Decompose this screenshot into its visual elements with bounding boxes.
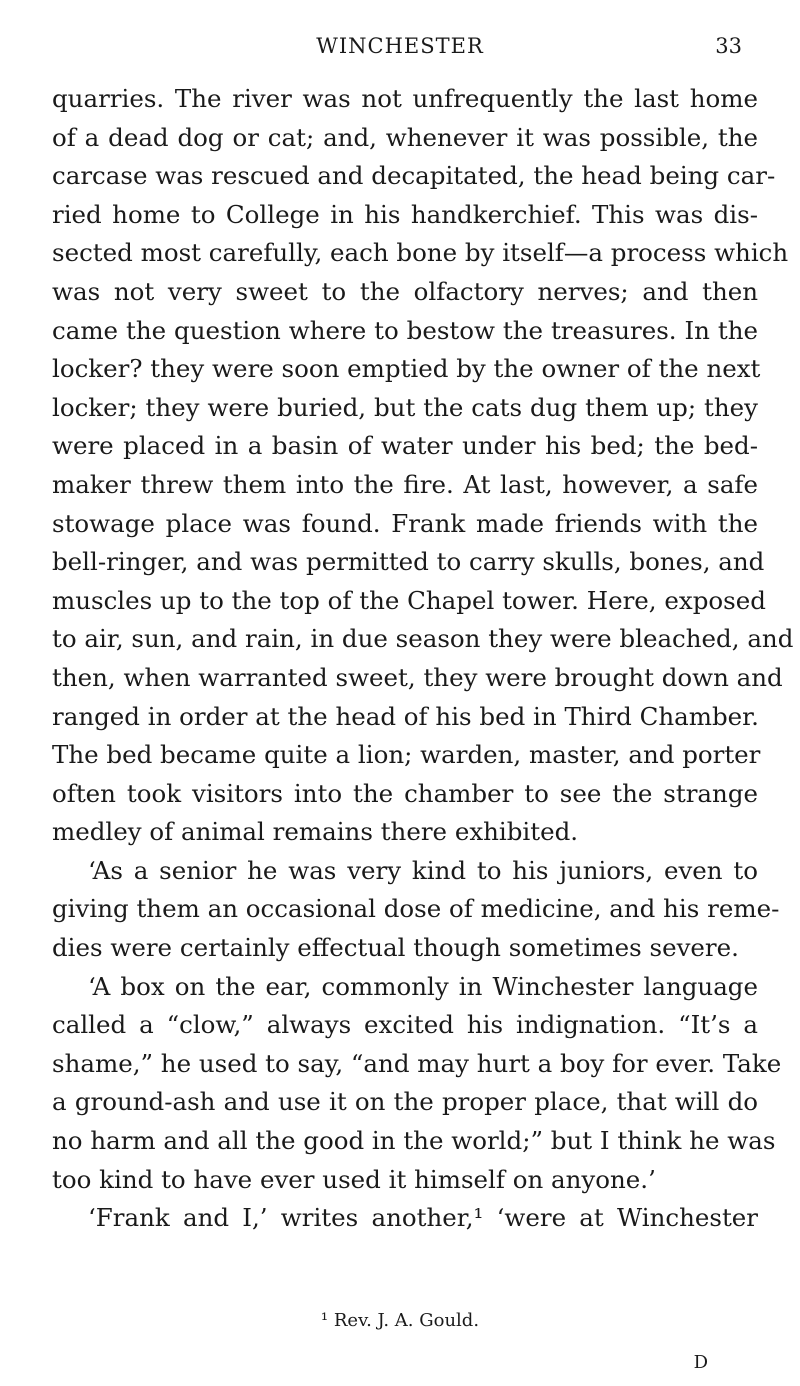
text-line: quarries. The river was not unfrequently the last home [52,84,758,113]
text-line: too kind to have ever used it himself on anyone.’ [52,1164,656,1194]
body-text [52,80,794,1238]
text-line: ‘A box on the ear, commonly in Winchester language [88,971,758,1001]
text-line: maker threw them into the fire. At last, however, a safe [52,469,758,499]
text-line: ranged in order at the head of his bed in Third Chamber. [52,701,759,731]
paragraph [52,80,794,852]
text-line: medley of animal remains there exhibited. [52,817,579,847]
paragraph [52,852,780,968]
text-line: a ground-ash and use it on the proper place, that will do [52,1087,758,1117]
signature-mark: D [693,1352,708,1373]
text-line: of a dead dog or cat; and, whenever it was possible, the [52,122,758,152]
text-line: locker? they were soon emptied by the owner of the next [52,354,761,384]
paragraph [52,968,782,1200]
text-line: to air, sun, and rain, in due season they were bleached, and [52,624,794,654]
text-line: stowage place was found. Frank made friends with the [52,508,758,538]
text-line: ried home to College in his handkerchief. This was dis- [52,199,758,229]
text-line: giving them an occasional dose of medicine, and his reme- [52,894,780,924]
text-line: ‘As a senior he was very kind to his juniors, even to [88,855,758,885]
running-head [0,34,800,64]
footnote: ¹ Rev. J. A. Gould. [320,1310,480,1331]
text-line: carcase was rescued and decapitated, the head being car- [52,161,776,191]
paragraph [52,1199,758,1238]
running-title: WINCHESTER [316,34,484,58]
text-line: were placed in a basin of water under his bed; the bed- [52,431,758,461]
text-line: shame,” he used to say, “and may hurt a boy for ever. Take [52,1048,782,1078]
text-line: ‘Frank and I,’ writes another,¹ ‘were at Winchester [88,1203,758,1233]
text-line: called a “clow,” always excited his indignation. “It’s a [52,1010,758,1040]
text-line: then, when warranted sweet, they were brought down and [52,662,783,692]
text-line: sected most carefully, each bone by itself—a process which [52,238,789,268]
text-line: The bed became quite a lion; warden, master, and porter [52,740,761,770]
text-line: came the question where to bestow the treasures. In the [52,315,758,345]
text-line: often took visitors into the chamber to see the strange [52,778,758,808]
text-line: locker; they were buried, but the cats dug them up; they [52,392,758,422]
page-number: 33 [715,34,742,58]
text-line: muscles up to the top of the Chapel tower. Here, exposed [52,585,766,615]
text-line: dies were certainly effectual though sometimes severe. [52,933,739,963]
text-line: was not very sweet to the olfactory nerves; and then [52,276,758,306]
text-line: bell-ringer, and was permitted to carry skulls, bones, and [52,547,765,577]
text-line: no harm and all the good in the world;” but I think he was [52,1126,776,1156]
